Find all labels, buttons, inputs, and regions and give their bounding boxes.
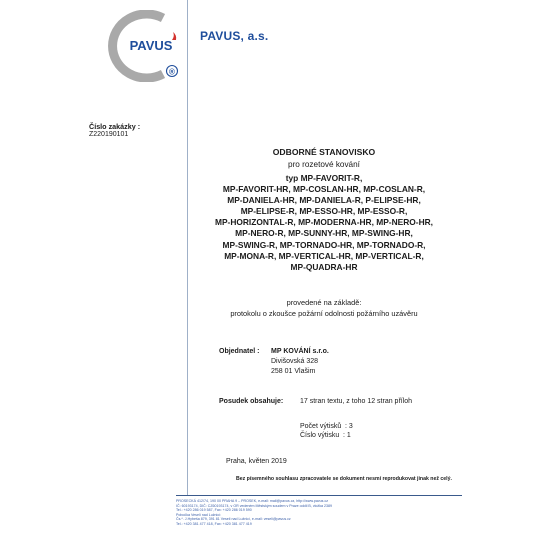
type-line: MP-NERO-R, MP-SUNNY-HR, MP-SWING-HR, (235, 228, 413, 239)
document-subtitle: pro rozetové kování (288, 160, 360, 169)
registered-icon: ® (169, 67, 175, 77)
client-city: 258 01 Vlašim (271, 368, 316, 375)
order-number-value: Z220190101 (89, 131, 129, 138)
basis-protocol: protokolu o zkoušce požární odolnosti požárního uzávěru (230, 309, 418, 318)
type-line: MP-SWING-R, MP-TORNADO-HR, MP-TORNADO-R, (222, 239, 426, 250)
type-line: MP-DANIELA-HR, MP-DANIELA-R, P-ELIPSE-HR, (227, 195, 421, 206)
footer-line: IČ: 60193174, DIČ: CZ60193174, v OR vedeném Městským soudem v Praze oddíl B, vložka 2389 (176, 503, 333, 508)
footer-line: Čs.*. J.Hybeša 879, 391 81 Veselí nad Lužnicí, e-mail: veseli@pavus.cz (176, 517, 291, 522)
product-types (188, 173, 460, 273)
type-line: MP-HORIZONTAL-R, MP-MODERNA-HR, MP-NERO-HR, (214, 217, 434, 228)
footer-line: PROSECKÁ 412/74, 190 00 PRAHA 9 – PROSEK, e-mail: mail@pavus.cz, http://www.pavus.cz (176, 499, 329, 503)
assessment-label: Posudek obsahuje: (219, 398, 284, 405)
order-number-label: Číslo zakázky : (89, 122, 141, 131)
type-line: MP-MONA-R, MP-VERTICAL-HR, MP-VERTICAL-R, (224, 250, 424, 261)
client-name: MP KOVÁNÍ s.r.o. (271, 348, 329, 355)
footer-contact (176, 499, 476, 527)
place-and-date: Praha, květen 2019 (226, 458, 287, 465)
copies-count-label: Počet výtisků (300, 423, 342, 430)
company-name: PAVUS, a.s. (200, 29, 269, 43)
reproduction-disclaimer: Bez písemného souhlasu zpracovatele se dokument nesmí reprodukovat jinak než celý. (236, 476, 452, 482)
basis-section (188, 297, 460, 319)
copy-number-value: : 1 (343, 432, 351, 439)
footer-line: Tel.: +420 286 019 587, Fax: +420 286 019 590 (176, 508, 252, 513)
client-street: Divišovská 328 (271, 358, 319, 365)
copies-count-value: : 3 (345, 423, 353, 430)
client-label: Objednatel : (219, 348, 260, 355)
footer-line: Pobočka Veselí nad Lužnicí: (176, 512, 222, 517)
basis-heading: provedené na základě: (286, 298, 362, 307)
type-line: MP-ELIPSE-R, MP-ESSO-HR, MP-ESSO-R, (240, 206, 408, 217)
document-title: ODBORNÉ STANOVISKO (272, 147, 376, 157)
copy-number-label: Číslo výtisku (300, 432, 340, 439)
pavus-logo (101, 10, 185, 82)
type-line: MP-FAVORIT-HR, MP-COSLAN-HR, MP-COSLAN-R, (222, 184, 426, 195)
logo-text: PAVUS (129, 38, 173, 53)
type-line: typ MP-FAVORIT-R, (285, 173, 363, 183)
footer-divider (176, 495, 462, 496)
assessment-value: 17 stran textu, z toho 12 stran příloh (300, 398, 413, 405)
type-line: MP-QUADRA-HR (290, 261, 358, 272)
footer-line: Tel.: +420 381 477 418, Fax: +420 381 477 419 (176, 521, 252, 526)
